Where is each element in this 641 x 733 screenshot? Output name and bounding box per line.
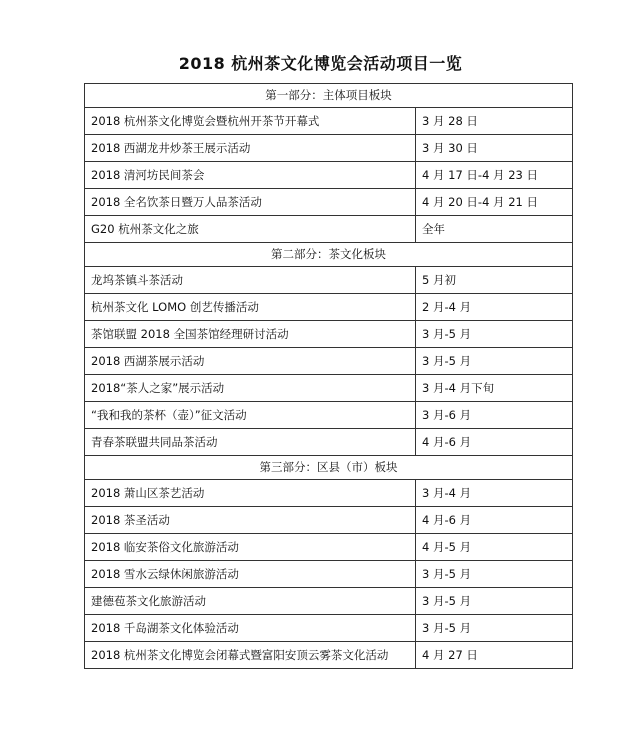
table-row (85, 561, 573, 588)
activity-name: 2018 千岛湖茶文化体验活动 (85, 615, 416, 642)
section-heading: 第二部分：茶文化板块 (85, 243, 573, 267)
page-title: 2018 杭州茶文化博览会活动项目一览 (178, 54, 463, 73)
activity-name: G20 杭州茶文化之旅 (85, 216, 416, 243)
activity-name: 茶馆联盟 2018 全国茶馆经理研讨活动 (85, 321, 416, 348)
table-row (85, 615, 573, 642)
activity-date: 4 月 27 日 (416, 642, 573, 669)
activity-name: 龙坞茶镇斗茶活动 (85, 267, 416, 294)
activity-name: 2018 西湖茶展示活动 (85, 348, 416, 375)
section-heading: 第一部分：主体项目板块 (85, 84, 573, 108)
activity-name: 建德苞茶文化旅游活动 (85, 588, 416, 615)
activity-name: 2018 清河坊民间茶会 (85, 162, 416, 189)
activity-date: 全年 (416, 216, 573, 243)
table-row (85, 480, 573, 507)
activity-name: 2018 全名饮茶日暨万人品茶活动 (85, 189, 416, 216)
activity-name: 青春茶联盟共同品茶活动 (85, 429, 416, 456)
activity-name: 2018 临安茶俗文化旅游活动 (85, 534, 416, 561)
activity-date: 2 月-4 月 (416, 294, 573, 321)
activity-date: 4 月 17 日-4 月 23 日 (416, 162, 573, 189)
activity-date: 3 月-4 月下旬 (416, 375, 573, 402)
table-row (85, 108, 573, 135)
activity-date: 3 月-5 月 (416, 321, 573, 348)
activity-date: 4 月-6 月 (416, 507, 573, 534)
activity-date: 4 月 20 日-4 月 21 日 (416, 189, 573, 216)
activity-name: 2018 杭州茶文化博览会闭幕式暨富阳安顶云雾茶文化活动 (85, 642, 416, 669)
activity-date: 3 月-5 月 (416, 588, 573, 615)
activity-date: 3 月 28 日 (416, 108, 573, 135)
activity-date: 3 月 30 日 (416, 135, 573, 162)
activity-date: 3 月-5 月 (416, 615, 573, 642)
activity-name: 2018 雪水云绿休闲旅游活动 (85, 561, 416, 588)
section-header-row (85, 243, 573, 267)
activity-name: 杭州茶文化 LOMO 创艺传播活动 (85, 294, 416, 321)
table-row (85, 402, 573, 429)
table-row (85, 162, 573, 189)
activity-name: 2018 茶圣活动 (85, 507, 416, 534)
table-row (85, 189, 573, 216)
activity-name: 2018 西湖龙井炒茶王展示活动 (85, 135, 416, 162)
table-row (85, 321, 573, 348)
activity-date: 4 月-5 月 (416, 534, 573, 561)
activity-date: 3 月-5 月 (416, 348, 573, 375)
table-row (85, 534, 573, 561)
table-row (85, 507, 573, 534)
activity-date: 3 月-4 月 (416, 480, 573, 507)
section-header-row (85, 84, 573, 108)
activity-date: 3 月-6 月 (416, 402, 573, 429)
table-row (85, 588, 573, 615)
activity-name: 2018 杭州茶文化博览会暨杭州开茶节开幕式 (85, 108, 416, 135)
table-row (85, 348, 573, 375)
activity-name: “我和我的茶杯（壶）”征文活动 (85, 402, 416, 429)
table-row (85, 216, 573, 243)
activity-date: 5 月初 (416, 267, 573, 294)
activity-date: 4 月-6 月 (416, 429, 573, 456)
table-row (85, 375, 573, 402)
table-row (85, 429, 573, 456)
activity-date: 3 月-5 月 (416, 561, 573, 588)
table-row (85, 294, 573, 321)
section-heading: 第三部分：区县（市）板块 (85, 456, 573, 480)
activity-table (84, 83, 573, 669)
activity-name: 2018“茶人之家”展示活动 (85, 375, 416, 402)
table-row (85, 642, 573, 669)
table-row (85, 267, 573, 294)
activity-name: 2018 萧山区茶艺活动 (85, 480, 416, 507)
table-row (85, 135, 573, 162)
section-header-row (85, 456, 573, 480)
